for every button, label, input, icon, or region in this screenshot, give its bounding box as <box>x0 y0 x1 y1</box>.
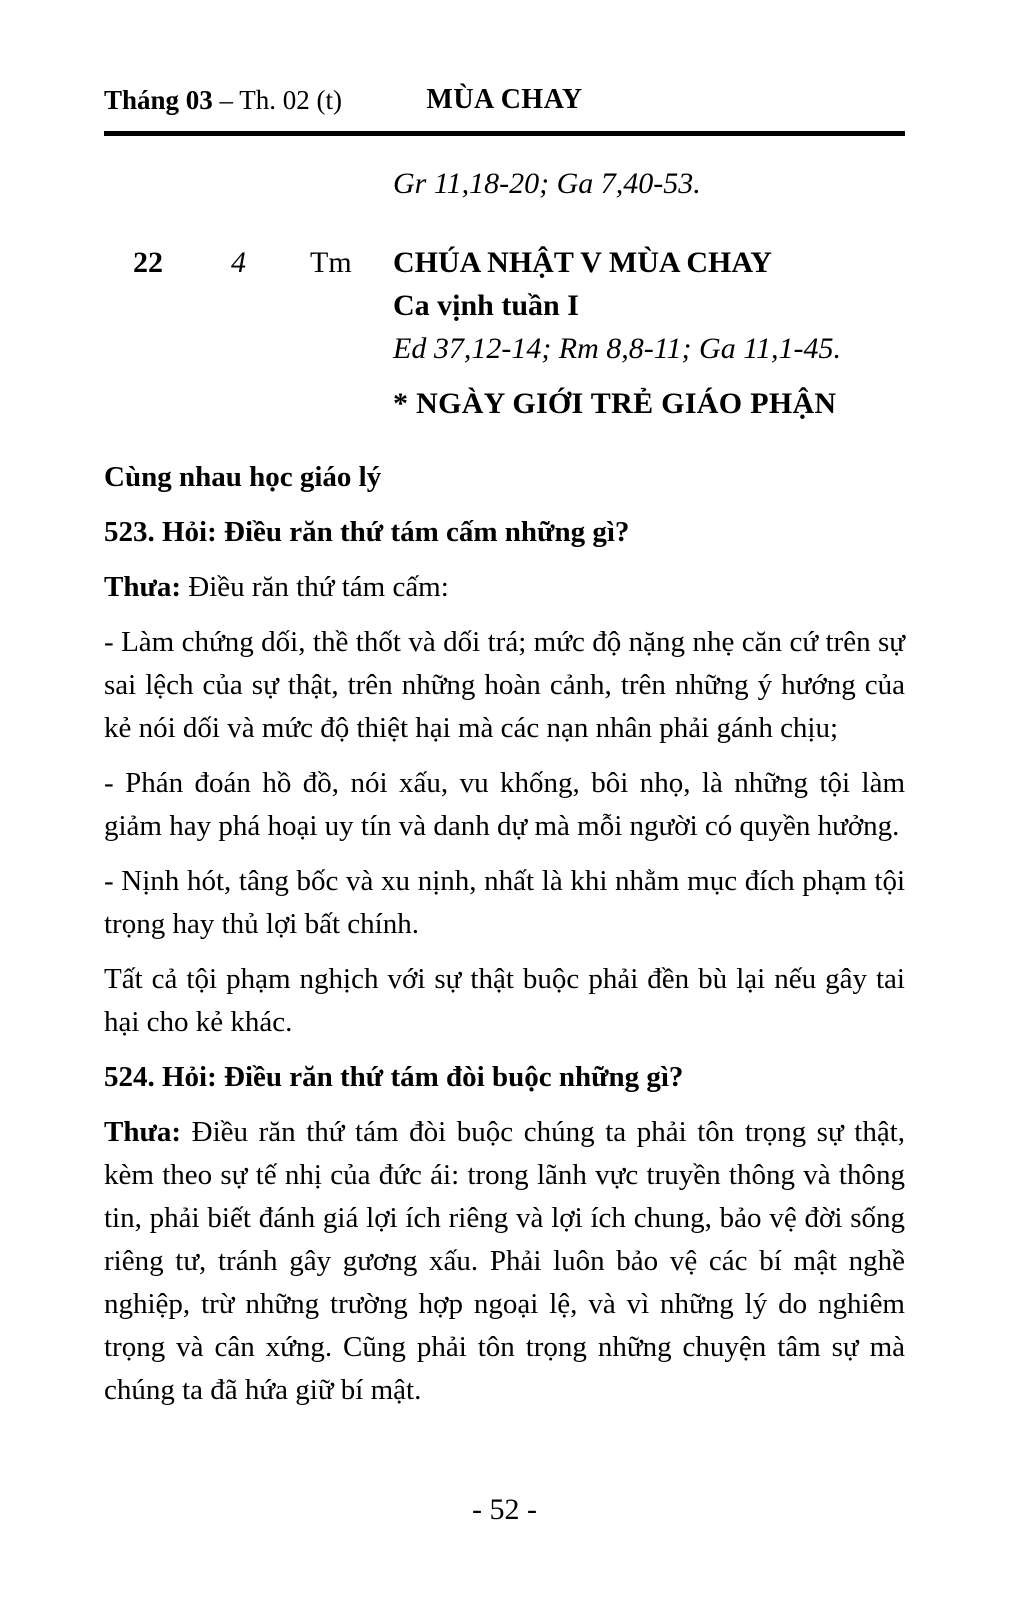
answer-523-conclusion: Tất cả tội phạm nghịch với sự thật buộc phải đền bù lại nếu gây tai hại cho kẻ khác. <box>104 963 905 1038</box>
answer-524-label: Thưa: <box>104 1116 182 1148</box>
header-rule <box>104 131 905 136</box>
previous-day-readings: Gr 11,18-20; Ga 7,40-53. <box>393 167 701 200</box>
answer-523-label: Thưa: <box>104 571 182 603</box>
entry-date: 22 <box>133 246 163 279</box>
header-lunar-month: – Th. 02 (t) <box>212 85 343 115</box>
calendar-entry <box>104 241 905 425</box>
answer-523-intro <box>104 566 905 609</box>
answer-523-point-3: - Nịnh hót, tâng bốc và xu nịnh, nhất là khi nhằm mục đích phạm tội trọng hay thủ lợi bất chính. <box>104 865 905 940</box>
entry-description <box>393 241 905 425</box>
entry-psalter-week: Ca vịnh tuần I <box>393 289 579 322</box>
entry-special-note: * NGÀY GIỚI TRẺ GIÁO PHẬN <box>393 387 837 420</box>
page-number: - 52 - <box>472 1493 537 1526</box>
entry-title: CHÚA NHẬT V MÙA CHAY <box>393 246 772 279</box>
answer-523-intro-text: Điều răn thứ tám cấm: <box>188 571 449 603</box>
question-523: 523. Hỏi: Điều răn thứ tám cấm những gì? <box>104 516 630 548</box>
answer-524-text: Điều răn thứ tám đòi buộc chúng ta phải tôn trọng sự thật, kèm theo sự tế nhị của đức ái: trong lãnh vực truyền thông và thông tin, phải biết đánh giá lợi ích riêng và lợi ích chung, bảo vệ đời sống riêng tư, tránh gây gương xấu. Phải luôn bảo vệ các bí mật nghề nghiệp, trừ những trường hợp ngoại lệ, và vì những lý do nghiêm trọng và cân xứng. Cũng phải tôn trọng những chuyện tâm sự mà chúng ta đã hứa giữ bí mật. <box>104 1116 905 1406</box>
entry-weekday: 4 <box>231 246 246 279</box>
entry-readings: Ed 37,12-14; Rm 8,8-11; Ga 11,1-45. <box>393 332 841 365</box>
catechism-section-title: Cùng nhau học giáo lý <box>104 461 382 493</box>
answer-524 <box>104 1111 905 1412</box>
header-season-title: MÙA CHAY <box>426 84 583 115</box>
running-header <box>104 82 905 118</box>
header-month-bold: Tháng 03 <box>104 85 213 115</box>
question-524: 524. Hỏi: Điều răn thứ tám đòi buộc những gì? <box>104 1061 684 1093</box>
entry-vestment-color: Tm <box>310 246 352 279</box>
answer-523-point-2: - Phán đoán hồ đồ, nói xấu, vu khống, bôi nhọ, là những tội làm giảm hay phá hoại uy tín và danh dự mà mỗi người có quyền hưởng. <box>104 767 905 842</box>
answer-523-point-1: - Làm chứng dối, thề thốt và dối trá; mức độ nặng nhẹ căn cứ trên sự sai lệch của sự thật, trên những hoàn cảnh, trên những ý hướng của kẻ nói dối và mức độ thiệt hại mà các nạn nhân phải gánh chịu; <box>104 626 905 744</box>
